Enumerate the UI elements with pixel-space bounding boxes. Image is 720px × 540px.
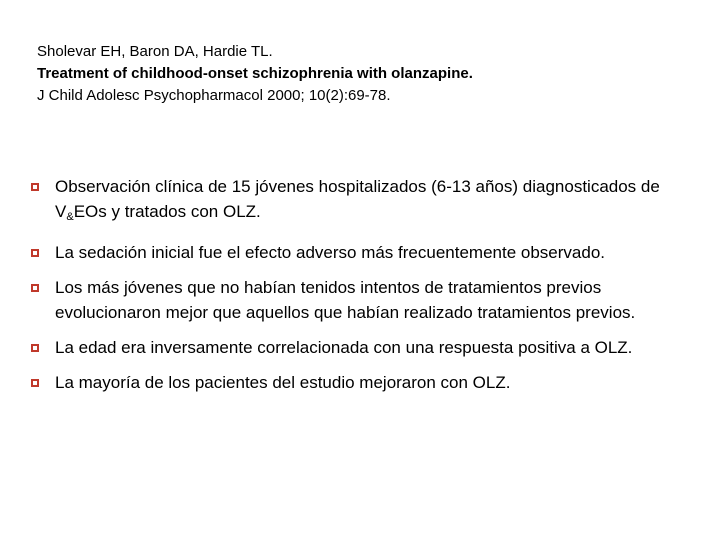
- list-item: [31, 275, 691, 325]
- square-bullet-icon: [31, 379, 39, 387]
- reference-block: [37, 41, 677, 107]
- bullet-subscript: &: [66, 211, 74, 223]
- bullet-text: La edad era inversamente correlacionada con una respuesta positiva a OLZ.: [55, 338, 633, 357]
- bullet-text: La sedación inicial fue el efecto adverso más frecuentemente observado.: [55, 243, 605, 262]
- reference-authors: Sholevar EH, Baron DA, Hardie TL.: [37, 43, 273, 60]
- square-bullet-icon: [31, 344, 39, 352]
- bullet-text: La mayoría de los pacientes del estudio mejoraron con OLZ.: [55, 373, 511, 392]
- bullet-text-before: Observación clínica de 15 jóvenes hospitalizados (6-13 años) diagnosticados de V: [55, 177, 660, 221]
- reference-citation: J Child Adolesc Psychopharmacol 2000; 10(2):69-78.: [37, 87, 391, 104]
- list-item: [31, 174, 691, 230]
- square-bullet-icon: [31, 284, 39, 292]
- square-bullet-icon: [31, 249, 39, 257]
- bullet-text: Los más jóvenes que no habían tenidos intentos de tratamientos previos evolucionaron mejor que aquellos que habían realizado tratamientos previos.: [55, 278, 636, 322]
- bullet-text-after: EOs y tratados con OLZ.: [73, 202, 261, 221]
- square-bullet-icon: [31, 183, 39, 191]
- list-item: [31, 335, 691, 360]
- findings-list: [31, 174, 691, 405]
- reference-title: Treatment of childhood-onset schizophrenia with olanzapine.: [37, 65, 473, 82]
- list-item: [31, 240, 691, 265]
- list-item: [31, 370, 691, 395]
